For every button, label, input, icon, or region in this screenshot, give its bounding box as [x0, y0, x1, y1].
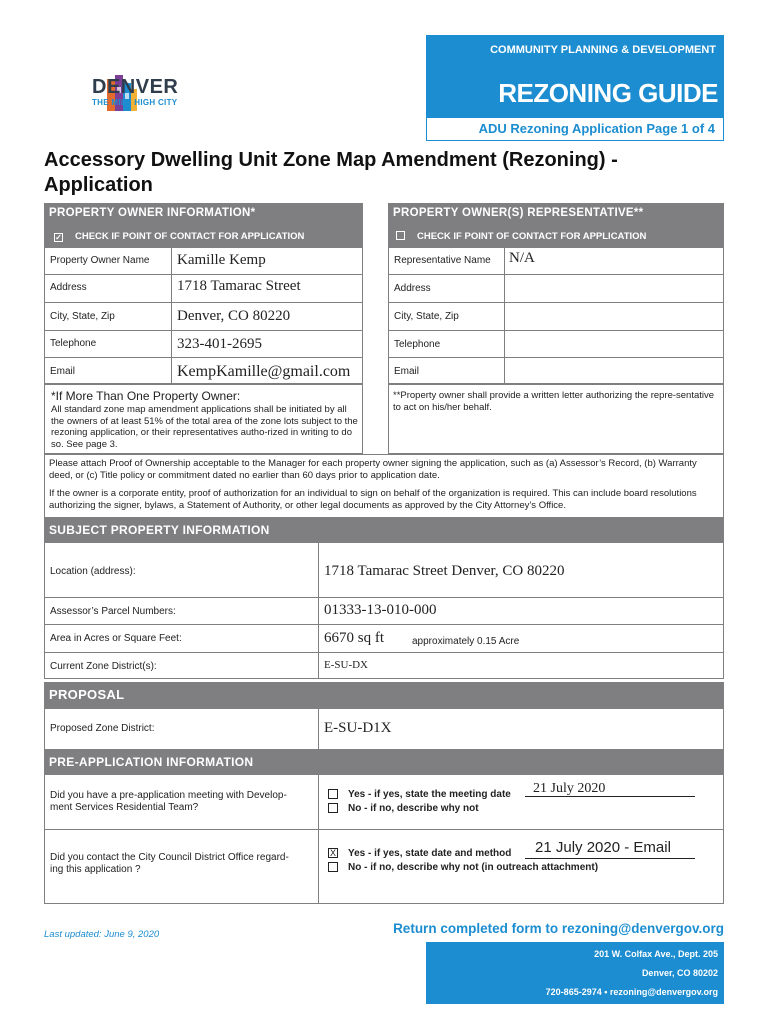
- representative-phone-field[interactable]: [505, 331, 724, 357]
- pre-app-meeting-question: Did you have a pre-application meeting with Develop-ment Services Residential Team?: [50, 790, 287, 813]
- location-field[interactable]: 1718 Tamarac Street Denver, CO 80220: [324, 563, 565, 579]
- page-label: ADU Rezoning Application Page 1 of 4: [426, 118, 724, 141]
- owner-section-header: PROPERTY OWNER INFORMATION*: [44, 203, 363, 225]
- representative-footnote-body: **Property owner shall provide a written letter authorizing the repre-sentative to act on his/her behalf.: [393, 390, 715, 413]
- owner-city-field[interactable]: Denver, CO 80220: [177, 308, 291, 324]
- current-zone-field[interactable]: E-SU-DX: [324, 659, 368, 671]
- return-instructions-link[interactable]: Return completed form to rezoning@denvergov.org: [393, 921, 724, 936]
- owner-footnote-body: All standard zone map amendment applications shall be initiated by all the owners of at least 51% of the total area of the zone lots subject to the rezoning application, or their representatives autho-rized in writing to do so. See page 3.: [51, 404, 358, 450]
- council-yes-label: Yes - if yes, state date and method: [348, 848, 512, 859]
- meeting-no-checkbox[interactable]: [328, 803, 338, 813]
- representative-city-field[interactable]: [505, 303, 724, 330]
- representative-city-label: City, State, Zip: [394, 311, 459, 322]
- logo-wordmark: DENVER: [92, 76, 179, 98]
- owner-name-label: Property Owner Name: [50, 255, 150, 266]
- area-label: Area in Acres or Square Feet:: [50, 633, 182, 644]
- footer-contact-line[interactable]: 720-865-2974 • rezoning@denvergov.org: [545, 987, 718, 997]
- footer-address-line2: Denver, CO 80202: [641, 968, 718, 978]
- owner-phone-field[interactable]: 323-401-2695: [177, 336, 262, 352]
- council-no-label: No - if no, describe why not (in outreach attachment): [348, 862, 599, 873]
- current-zone-label: Current Zone District(s):: [50, 661, 157, 672]
- footer-address-line1: 201 W. Colfax Ave., Dept. 205: [594, 949, 718, 959]
- representative-email-field[interactable]: [505, 358, 724, 384]
- owner-contact-check[interactable]: ✓ CHECK IF POINT OF CONTACT FOR APPLICATION: [44, 225, 363, 247]
- representative-address-field[interactable]: [505, 275, 724, 302]
- owner-name-field[interactable]: Kamille Kemp: [177, 252, 266, 268]
- representative-contact-check[interactable]: CHECK IF POINT OF CONTACT FOR APPLICATION: [388, 225, 724, 247]
- council-yes-checkbox[interactable]: X: [329, 848, 336, 858]
- representative-name-label: Representative Name: [394, 255, 491, 266]
- meeting-yes-label: Yes - if yes, state the meeting date: [348, 789, 511, 800]
- proposed-zone-field[interactable]: E-SU-D1X: [324, 720, 392, 736]
- owner-address-field[interactable]: 1718 Tamarac Street: [177, 278, 301, 294]
- owner-address-label: Address: [50, 282, 87, 293]
- proposal-header: PROPOSAL: [44, 682, 724, 708]
- subject-property-header: SUBJECT PROPERTY INFORMATION: [44, 518, 724, 542]
- meeting-date-field[interactable]: 21 July 2020: [525, 781, 695, 797]
- pre-application-header: PRE-APPLICATION INFORMATION: [44, 750, 724, 774]
- meeting-no-label: No - if no, describe why not: [348, 803, 479, 814]
- owner-email-field[interactable]: KempKamille@gmail.com: [177, 363, 351, 380]
- owner-email-label: Email: [50, 366, 76, 377]
- parcel-label: Assessor’s Parcel Numbers:: [50, 606, 176, 617]
- meeting-yes-checkbox[interactable]: [328, 789, 338, 799]
- document-title: Accessory Dwelling Unit Zone Map Amendment (Rezoning) - Application: [44, 149, 618, 196]
- logo-tagline: THE MILE HIGH CITY: [92, 98, 178, 107]
- proposed-zone-label: Proposed Zone District:: [50, 723, 155, 734]
- ownership-note-corporate: If the owner is a corporate entity, proof of authorization for an individual to sign on behalf of the organization is required. This can include board resolutions authorizing the signer, bylaws, a Statement of Authority, or other legal documents as approved by the City Attorney’s Office.: [49, 488, 697, 511]
- council-no-checkbox[interactable]: [328, 862, 338, 872]
- department-name: COMMUNITY PLANNING & DEVELOPMENT: [490, 44, 716, 56]
- guide-title: REZONING GUIDE: [498, 78, 718, 108]
- representative-section-header: PROPERTY OWNER(S) REPRESENTATIVE**: [388, 203, 724, 225]
- owner-footnote-title: *If More Than One Property Owner:: [51, 389, 241, 403]
- representative-address-label: Address: [394, 283, 431, 294]
- council-contact-question: Did you contact the City Council District Office regard-ing this application ?: [50, 852, 289, 875]
- owner-city-label: City, State, Zip: [50, 311, 115, 322]
- area-field[interactable]: 6670 sq ft: [324, 630, 384, 646]
- last-updated-text: Last updated: June 9, 2020: [44, 929, 160, 940]
- representative-email-label: Email: [394, 366, 420, 377]
- parcel-field[interactable]: 01333-13-010-000: [324, 602, 437, 618]
- area-approx-note: approximately 0.15 Acre: [412, 636, 520, 647]
- council-date-method-field[interactable]: 21 July 2020 - Email: [525, 838, 695, 859]
- owner-contact-checkbox[interactable]: ✓: [55, 233, 62, 242]
- representative-name-field[interactable]: N/A: [509, 250, 535, 266]
- representative-phone-label: Telephone: [394, 339, 441, 350]
- ownership-note-proof: Please attach Proof of Ownership acceptable to the Manager for each property owner signing the application, such as (a) Assessor’s Record, (b) Warranty deed, or (c) Title policy or commitment dated no earlier than 60 days prior to application date.: [49, 458, 697, 481]
- representative-contact-checkbox[interactable]: [396, 231, 405, 240]
- location-label: Location (address):: [50, 566, 136, 577]
- owner-phone-label: Telephone: [50, 338, 97, 349]
